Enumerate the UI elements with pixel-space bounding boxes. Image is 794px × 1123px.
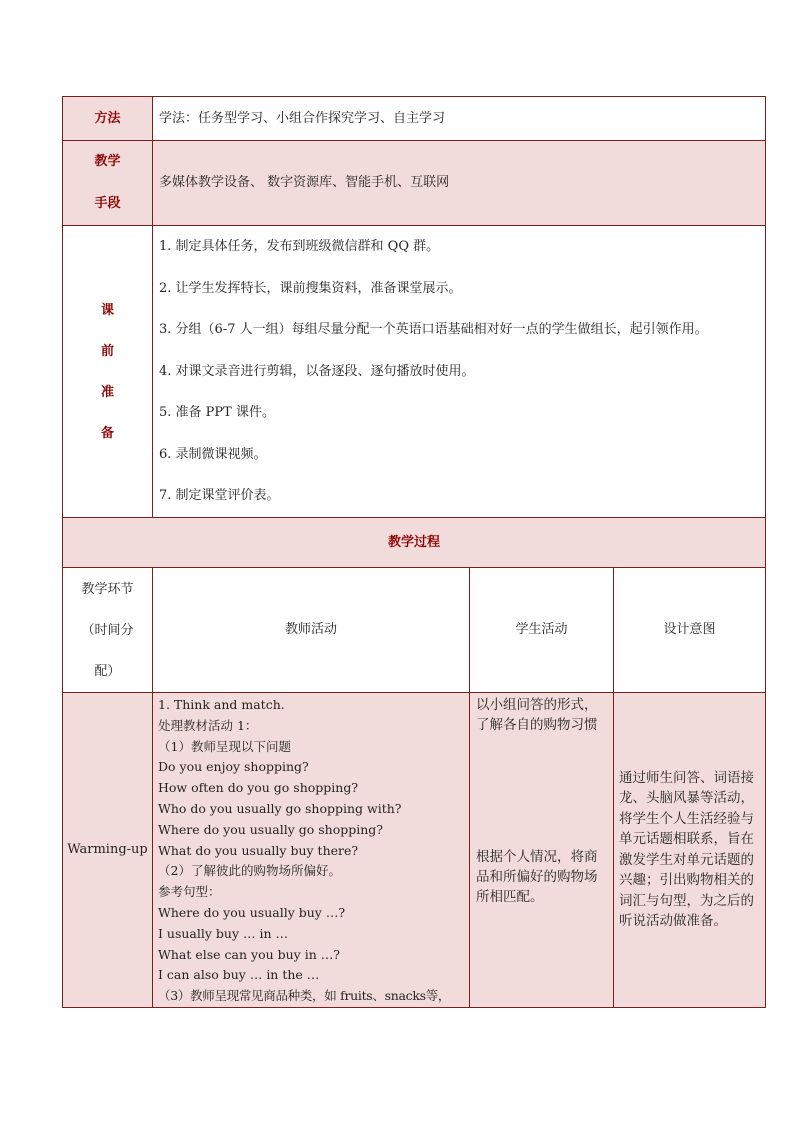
header-student: 学生活动	[470, 568, 614, 693]
teacher-line: What else can you buy in …?	[158, 946, 340, 962]
prep-label-char: 前	[100, 343, 114, 359]
means-label-line1: 教学	[94, 154, 121, 169]
student-activity-spacer	[476, 735, 607, 847]
header-stage-line2: （时间分	[81, 622, 134, 638]
header-stage-line1: 教学环节	[81, 581, 134, 597]
teacher-line: I can also buy … in the …	[158, 967, 320, 983]
teacher-line: （2）了解彼此的购物场所偏好。	[158, 863, 341, 879]
teacher-line: （1）教师呈现以下问题	[158, 738, 291, 754]
teacher-line: （3）教师呈现常见商品种类，如 fruits、snacks等，	[158, 988, 451, 1004]
warming-design-intent: 通过师生问答、词语接龙、头脑风暴等活动，将学生个人生活经验与单元话题相联系，旨在激发学生对单元话题的兴趣；引出购物相关的词汇与句型，为之后的听说活动做准备。	[614, 693, 766, 1008]
method-label: 方法	[63, 97, 153, 141]
prep-label-char: 准	[100, 384, 114, 400]
prep-item: 4. 对课文录音进行剪辑，以备逐段、逐句播放时使用。	[159, 363, 475, 379]
prep-label-char: 备	[100, 425, 114, 441]
lesson-plan-table-container	[62, 96, 765, 1008]
means-content: 多媒体教学设备、 数字资源库、智能手机、互联网	[153, 141, 766, 226]
teacher-line: Who do you usually go shopping with?	[158, 800, 402, 816]
prep-item: 2. 让学生发挥特长，课前搜集资料，准备课堂展示。	[159, 280, 462, 296]
prep-item: 5. 准备 PPT 课件。	[159, 405, 275, 421]
teacher-line: What do you usually buy there?	[158, 842, 359, 858]
prep-label-char: 课	[100, 302, 114, 318]
prep-label	[63, 226, 153, 518]
teacher-line: 1. Think and match.	[158, 697, 285, 712]
prep-item: 3. 分组（6-7 人一组）每组尽量分配一个英语口语基础相对好一点的学生做组长，起引领作用。	[159, 322, 708, 338]
prep-item: 1. 制定具体任务，发布到班级微信群和 QQ 群。	[159, 239, 440, 255]
header-stage-line3: 配）	[94, 663, 121, 679]
header-stage	[63, 568, 153, 693]
teacher-line: Where do you usually go shopping?	[158, 821, 383, 837]
prep-item: 6. 录制微课视频。	[159, 446, 267, 462]
warming-teacher-activity	[153, 693, 470, 1008]
means-label-line2: 手段	[94, 196, 121, 211]
teacher-line: Do you enjoy shopping?	[158, 759, 309, 775]
header-intent: 设计意图	[614, 568, 766, 693]
prep-item: 7. 制定课堂评价表。	[159, 488, 280, 504]
student-activity-para: 以小组问答的形式，了解各自的购物习惯	[476, 697, 598, 733]
warming-stage: Warming-up	[63, 693, 153, 1008]
prep-list	[153, 226, 766, 518]
teacher-line: I usually buy … in …	[158, 925, 288, 941]
student-activity-para: 根据个人情况，将商品和所偏好的购物场所相匹配。	[476, 849, 598, 905]
warming-student-activity	[470, 693, 614, 1008]
teacher-line: Where do you usually buy …?	[158, 904, 346, 920]
teacher-line: 处理教材活动 1：	[158, 717, 258, 733]
means-label	[63, 141, 153, 226]
process-title: 教学过程	[63, 518, 766, 568]
teacher-line: 参考句型：	[158, 884, 221, 900]
lesson-plan-table	[62, 96, 766, 1008]
teacher-line: How often do you go shopping?	[158, 780, 359, 796]
header-teacher: 教师活动	[153, 568, 470, 693]
method-content: 学法：任务型学习、小组合作探究学习、自主学习	[153, 97, 766, 141]
